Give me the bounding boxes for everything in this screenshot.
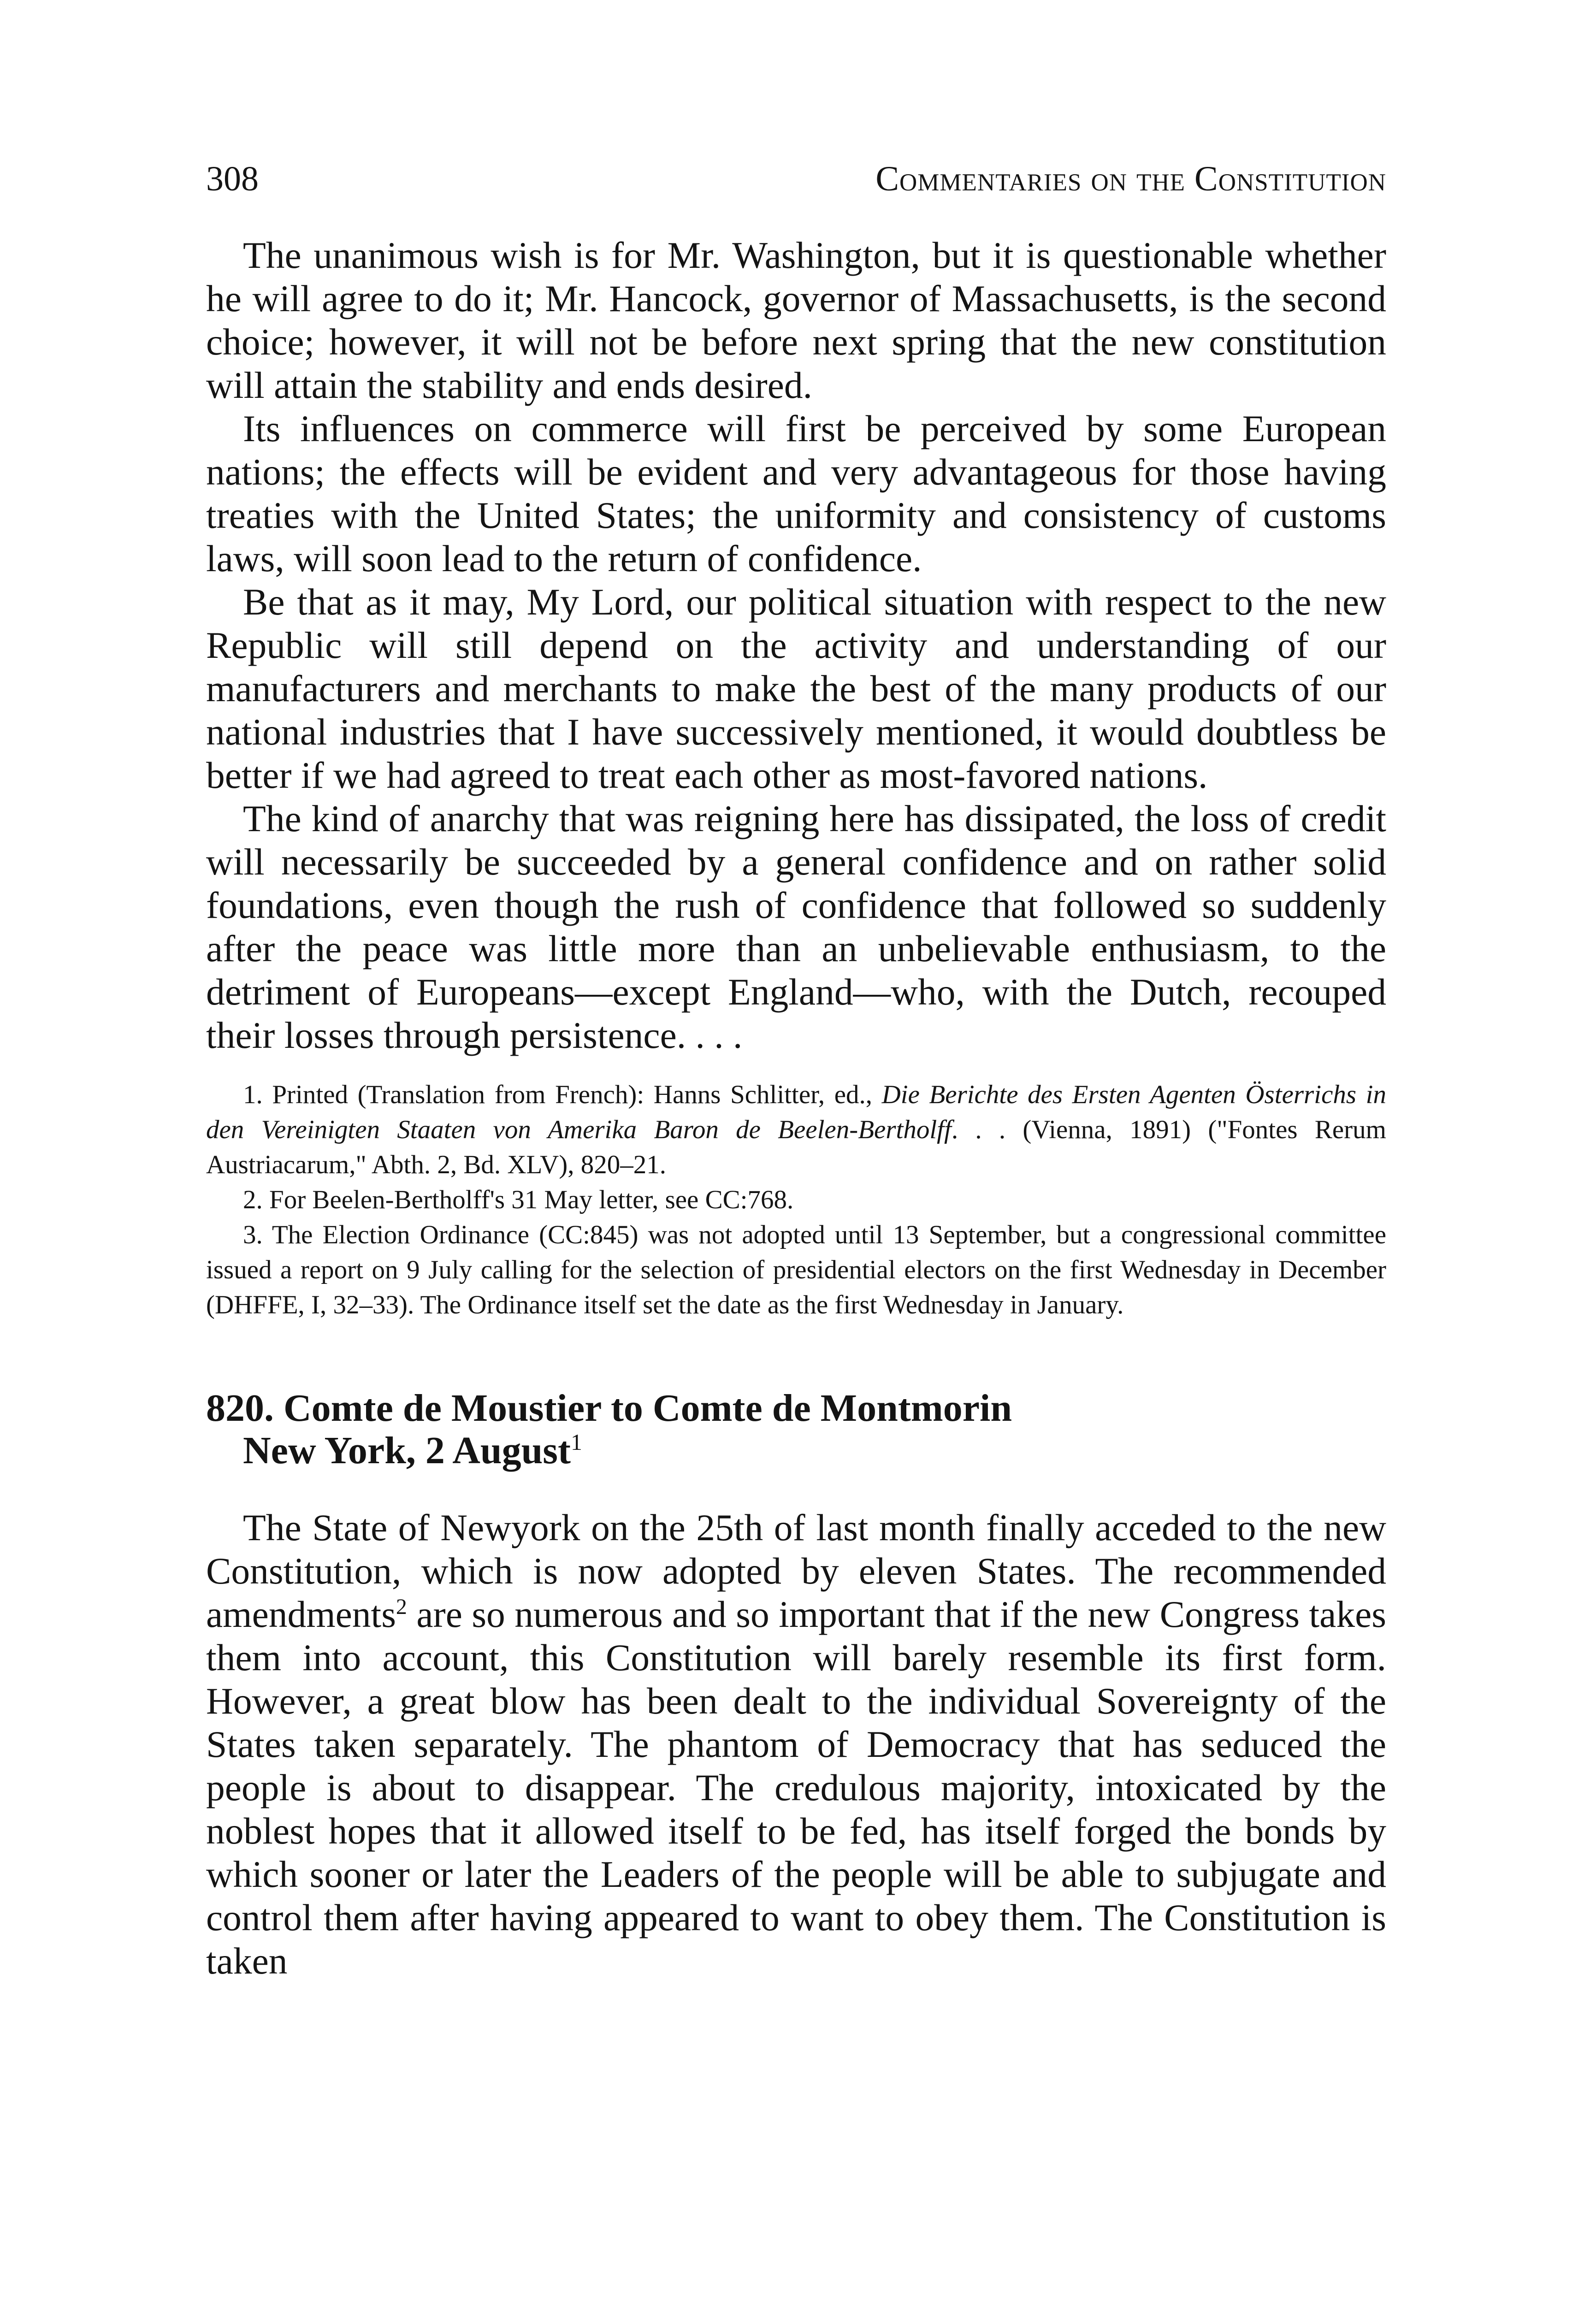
footnote-1-lead: 1. Printed (Translation from French): Hanns Schlitter, ed., [243,1080,882,1109]
document-paragraph [206,1506,1386,1983]
dateline-text: New York, 2 August [243,1429,571,1472]
paragraph: The unanimous wish is for Mr. Washington, but it is questionable whether he will agree to do it; Mr. Hancock, governor of Massachusetts, is the second choice; however, it will not be before next spring that the new constitution will attain the stability and ends desired. [206,234,1386,406]
body-note-ref: 2 [396,1594,407,1619]
footnote-3: 3. The Election Ordinance (CC:845) was not adopted until 13 September, but a congressional committee issued a report on 9 July calling for the selection of presidential electors on the first Wednesday in December (DHFFE, I, 32–33). The Ordinance itself set the date as the first Wednesday in January. [206,1220,1386,1319]
heading-note-ref: 1 [570,1429,582,1455]
paragraph: The kind of anarchy that was reigning here has dissipated, the loss of credit will necessarily be succeeded by a general confidence and on rather solid foundations, even though the rush of confidence that followed so suddenly after the peace was little more than an unbelievable enthusiasm, to the detriment of Europeans—except England—who, with the Dutch, recouped their losses through persistence. . . . [206,798,1386,1056]
document-text-part1: The State of Newyork on the 25th of last month finally acceded to the new Constitution, which is now adopted by eleven States. The recommended amendments [206,1507,1386,1635]
paragraph: Be that as it may, My Lord, our political situation with respect to the new Republic will still depend on the activity and understanding of our manufacturers and merchants to make the best of the many products of our national industries that I have successively mentioned, it would doubtless be better if we had agreed to treat each other as most-favored nations. [206,581,1386,796]
page-number: 308 [206,160,259,198]
document-heading [206,1387,1386,1472]
document-body [206,1506,1386,1983]
page [206,159,1386,1983]
document-text-part2: are so numerous and so important that if the new Congress takes them into account, this Constitution will barely resemble its first form. However, a great blow has been dealt to the individual Sovereignty of the States taken separately. The phantom of Democracy that has seduced the people is about to disappear. The credulous majority, intoxicated by the noblest hopes that it allowed itself to be fed, has itself forged the bonds by which sooner or later the Leaders of the people will be able to subjugate and control them after having appeared to want to obey them. The Constitution is taken [206,1593,1386,1982]
running-head [206,159,1386,210]
running-title: Commentaries on the Constitution [875,160,1386,198]
body-text [206,234,1386,1057]
paragraph: Its influences on commerce will first be perceived by some European nations; the effects will be evident and very advantageous for those having treaties with the United States; the uniformity and consistency of customs laws, will soon lead to the return of confidence. [206,408,1386,579]
footnote-2: 2. For Beelen-Bertholff's 31 May letter, see CC:768. [243,1185,794,1214]
footnote-1-tail: . . . (Vienna, 1891) ("Fontes Rerum Austriacarum," Abth. 2, Bd. XLV), 820–21. [206,1115,1387,1179]
footnote-1 [206,1077,1386,1182]
footnotes [206,1077,1386,1323]
document-title: 820. Comte de Moustier to Comte de Montmorin [206,1387,1012,1430]
document-dateline [206,1430,1386,1472]
footnote-1-title: Die Berichte des Ersten Agenten Österrichs in den Vereinigten Staaten von Amerika Baron de Beelen-Bertholff [206,1080,1386,1144]
